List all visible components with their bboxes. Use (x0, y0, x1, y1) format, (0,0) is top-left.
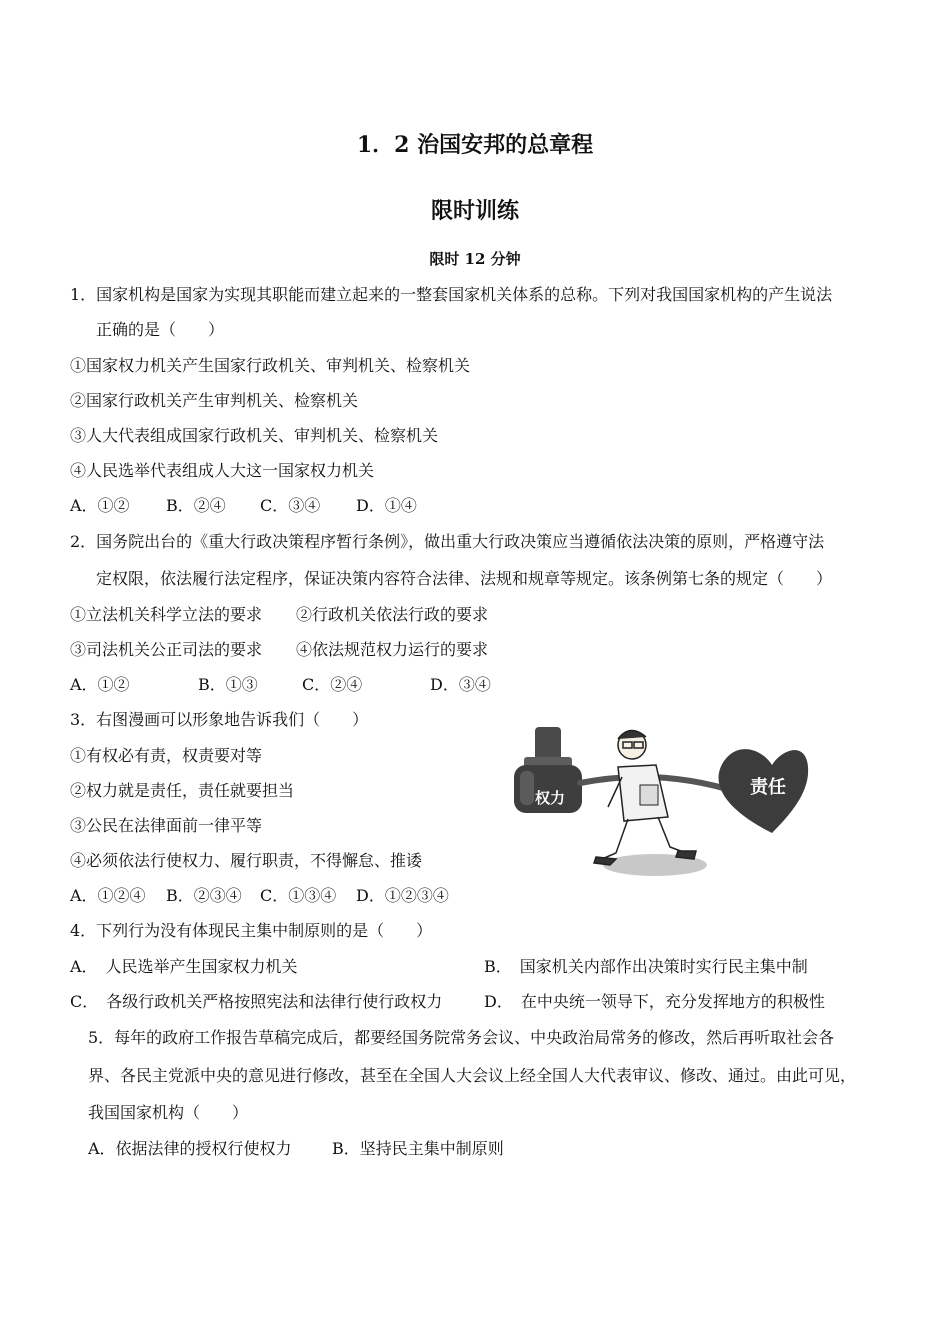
q3-statement-3: ③公民在法律面前一律平等 (70, 816, 263, 835)
section-subtitle: 限时训练 (430, 198, 519, 224)
q4-stem: 4．下列行为没有体现民主集中制原则的是（ ） (70, 921, 433, 940)
q5-option-b[interactable]: B．坚持民主集中制原则 (332, 1139, 504, 1158)
q1-stem-line2: 正确的是（ ） (96, 320, 225, 339)
q5-stem-line3: 我国国家机构（ ） (88, 1103, 249, 1122)
q4-option-b[interactable]: B． 国家机关内部作出决策时实行民主集中制 (484, 957, 808, 976)
q5-stem-line1: 5．每年的政府工作报告草稿完成后，都要经国务院常务会议、中央政治局常务的修改，然后再听取社会各 (88, 1028, 835, 1047)
q3-statement-4: ④必须依法行使权力、履行职责，不得懈怠、推诿 (70, 851, 423, 870)
page-title: 1．2 治国安邦的总章程 (356, 132, 594, 158)
q4-option-a[interactable]: A． 人民选举产生国家权力机关 (70, 957, 298, 976)
q3-statement-1: ①有权必有责，权责要对等 (70, 746, 263, 765)
q3-option-c[interactable]: C．①③④ (260, 886, 337, 905)
heart-label: 责任 (750, 777, 786, 797)
q2-option-b[interactable]: B．①③ (198, 675, 258, 694)
q1-statement-3: ③人大代表组成国家行政机关、审判机关、检察机关 (70, 426, 439, 445)
power-responsibility-cartoon (510, 715, 810, 895)
q1-option-c[interactable]: C．③④ (260, 496, 321, 515)
q2-statement-3: ③司法机关公正司法的要求 (70, 640, 263, 659)
q4-option-c[interactable]: C． 各级行政机关严格按照宪法和法律行使行政权力 (70, 992, 443, 1011)
q2-statement-4: ④依法规范权力运行的要求 (296, 640, 489, 659)
q1-option-b[interactable]: B．②④ (166, 496, 226, 515)
q2-option-c[interactable]: C．②④ (302, 675, 363, 694)
q2-stem-line2: 定权限，依法履行法定程序，保证决策内容符合法律、法规和规章等规定。该条例第七条的规定（ ） (96, 569, 833, 588)
weight-label: 权力 (534, 790, 566, 807)
q2-stem-line1: 2．国务院出台的《重大行政决策程序暂行条例》，做出重大行政决策应当遵循依法决策的原则，严格遵守法 (70, 532, 825, 551)
q5-option-a[interactable]: A．依据法律的授权行使权力 (88, 1139, 292, 1158)
q3-stem: 3．右图漫画可以形象地告诉我们（ ） (70, 710, 369, 729)
q1-stem-line1: 1．国家机构是国家为实现其职能而建立起来的一整套国家机关体系的总称。下列对我国国家机构的产生说法 (70, 285, 833, 304)
q1-statement-2: ②国家行政机关产生审判机关、检察机关 (70, 391, 359, 410)
q1-statement-1: ①国家权力机关产生国家行政机关、审判机关、检察机关 (70, 356, 471, 375)
q2-statement-2: ②行政机关依法行政的要求 (296, 605, 489, 624)
q3-option-d[interactable]: D．①②③④ (356, 886, 449, 905)
time-limit: 限时 12 分钟 (429, 250, 521, 268)
q2-option-a[interactable]: A．①② (70, 675, 130, 694)
q1-option-d[interactable]: D．①④ (356, 496, 417, 515)
q1-statement-4: ④人民选举代表组成人大这一国家权力机关 (70, 461, 375, 480)
q5-stem-line2: 界、各民主党派中央的意见进行修改，甚至在全国人大会议上经全国人大代表审议、修改、通过。由此可见， (88, 1066, 857, 1085)
q4-option-d[interactable]: D． 在中央统一领导下，充分发挥地方的积极性 (484, 992, 825, 1011)
q3-option-b[interactable]: B．②③④ (166, 886, 242, 905)
q1-option-a[interactable]: A．①② (70, 496, 130, 515)
q3-option-a[interactable]: A．①②④ (70, 886, 146, 905)
q2-statement-1: ①立法机关科学立法的要求 (70, 605, 263, 624)
q2-option-d[interactable]: D．③④ (430, 675, 491, 694)
official-figure (594, 730, 696, 865)
q3-statement-2: ②权力就是责任，责任就要担当 (70, 781, 295, 800)
